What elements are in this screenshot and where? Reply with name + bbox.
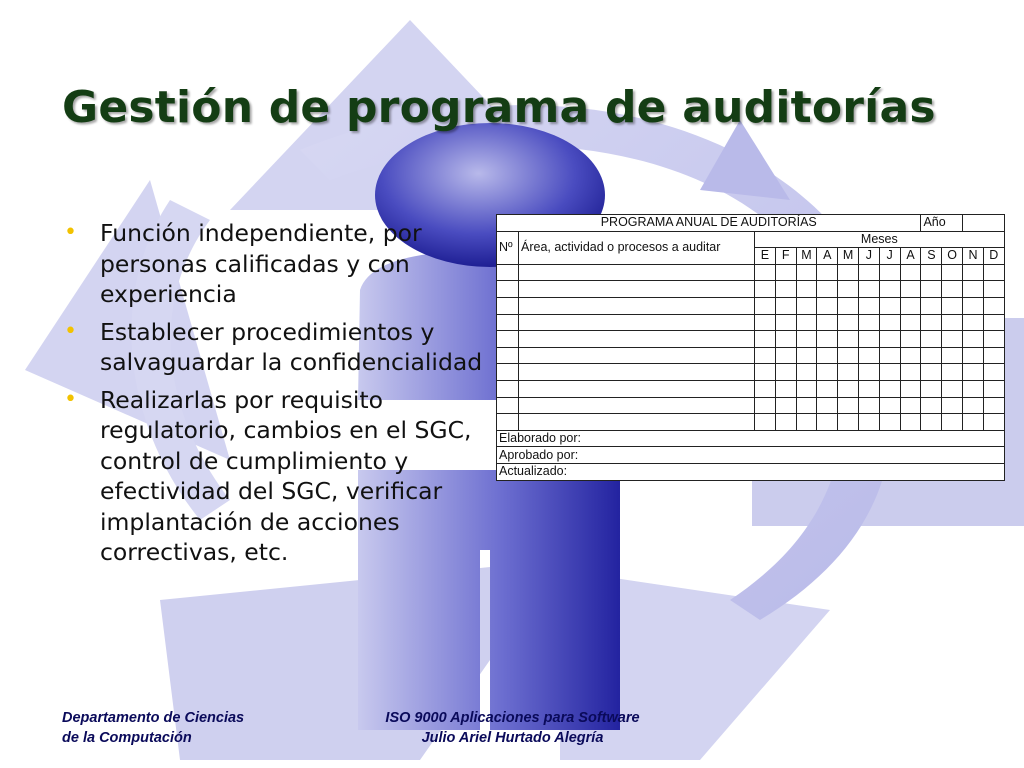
col-number: Nº: [497, 231, 519, 264]
col-area: Área, actividad o procesos a auditar: [519, 231, 755, 264]
table-cell: [775, 264, 796, 281]
table-cell: [755, 264, 776, 281]
table-cell: [900, 331, 921, 348]
table-cell: [879, 297, 900, 314]
table-cell: [817, 297, 838, 314]
table-cell: [519, 297, 755, 314]
year-value: [963, 215, 1005, 232]
footer-left-line1: Departamento de Ciencias: [62, 710, 245, 726]
footer-center-line1: ISO 9000 Aplicaciones para Software: [385, 710, 640, 726]
table-cell: [879, 414, 900, 431]
table-cell: [983, 414, 1004, 431]
table-cell: [858, 314, 879, 331]
table-cell: [900, 380, 921, 397]
table-cell: [983, 314, 1004, 331]
table-cell: [838, 380, 859, 397]
table-cell: [796, 380, 817, 397]
table-cell: [497, 331, 519, 348]
table-cell: [497, 314, 519, 331]
month-header: E: [755, 248, 776, 265]
signature-row: [497, 447, 1005, 464]
table-cell: [921, 414, 942, 431]
table-cell: [497, 281, 519, 298]
month-header: O: [942, 248, 963, 265]
table-cell: [775, 414, 796, 431]
month-header: A: [817, 248, 838, 265]
table-cell: [983, 281, 1004, 298]
table-cell: [983, 364, 1004, 381]
table-cell: [879, 397, 900, 414]
table-cell: [838, 264, 859, 281]
table-cell: [817, 414, 838, 431]
table-cell: [817, 264, 838, 281]
table-cell: [921, 297, 942, 314]
table-cell: [838, 297, 859, 314]
table-cell: [817, 397, 838, 414]
footer-course: [360, 708, 665, 748]
table-cell: [755, 297, 776, 314]
bullet-list: [62, 218, 492, 575]
table-cell: [900, 264, 921, 281]
table-cell: [921, 347, 942, 364]
table-cell: [942, 380, 963, 397]
table-cell: [858, 297, 879, 314]
month-header: A: [900, 248, 921, 265]
table-cell: [796, 364, 817, 381]
table-cell: [900, 297, 921, 314]
table-cell: [879, 347, 900, 364]
bullet-item: [62, 385, 492, 568]
table-cell: [879, 364, 900, 381]
bullet-icon: •: [64, 318, 77, 344]
bullet-icon: •: [64, 220, 77, 245]
table-row: [497, 397, 1005, 414]
table-cell: [755, 364, 776, 381]
month-header: M: [838, 248, 859, 265]
table-cell: [796, 297, 817, 314]
approved-by-label: Aprobado por:: [497, 447, 1005, 464]
table-cell: [983, 264, 1004, 281]
month-header: J: [879, 248, 900, 265]
table-cell: [900, 397, 921, 414]
table-cell: [963, 347, 984, 364]
table-title-row: [497, 215, 1005, 232]
table-cell: [838, 314, 859, 331]
table-cell: [900, 281, 921, 298]
table-cell: [858, 264, 879, 281]
col-months: Meses: [755, 231, 1005, 248]
month-header: M: [796, 248, 817, 265]
table-cell: [775, 380, 796, 397]
table-cell: [796, 347, 817, 364]
table-title: PROGRAMA ANUAL DE AUDITORÍAS: [497, 215, 921, 232]
table-row: [497, 331, 1005, 348]
table-row: [497, 364, 1005, 381]
signature-row: [497, 430, 1005, 447]
table-header-row: [497, 231, 1005, 248]
table-cell: [879, 281, 900, 298]
table-cell: [755, 331, 776, 348]
footer-center-line2: Julio Ariel Hurtado Alegría: [421, 730, 604, 746]
table-cell: [983, 331, 1004, 348]
table-cell: [497, 364, 519, 381]
table-cell: [519, 347, 755, 364]
table-cell: [796, 397, 817, 414]
table-cell: [942, 414, 963, 431]
table-cell: [796, 264, 817, 281]
month-header: N: [963, 248, 984, 265]
month-header: S: [921, 248, 942, 265]
table-cell: [497, 264, 519, 281]
table-cell: [519, 364, 755, 381]
table-cell: [755, 347, 776, 364]
footer-left-line2: de la Computación: [62, 730, 192, 746]
table-cell: [900, 414, 921, 431]
table-cell: [519, 264, 755, 281]
table-row: [497, 347, 1005, 364]
table-cell: [817, 331, 838, 348]
table-cell: [775, 347, 796, 364]
table-row: [497, 414, 1005, 431]
table-cell: [858, 380, 879, 397]
table-cell: [519, 281, 755, 298]
table-cell: [775, 281, 796, 298]
table-cell: [942, 281, 963, 298]
table-cell: [963, 397, 984, 414]
table-cell: [963, 264, 984, 281]
table-cell: [519, 314, 755, 331]
month-header: F: [775, 248, 796, 265]
table-cell: [942, 314, 963, 331]
prepared-by-label: Elaborado por:: [497, 430, 1005, 447]
bullet-text: Establecer procedimientos y salvaguardar la confidencialidad: [100, 317, 483, 376]
table-row: [497, 297, 1005, 314]
year-label: Año: [921, 215, 963, 232]
table-cell: [838, 281, 859, 298]
table-cell: [942, 347, 963, 364]
table-cell: [838, 364, 859, 381]
table-cell: [879, 264, 900, 281]
table-cell: [983, 347, 1004, 364]
table-cell: [838, 397, 859, 414]
table-cell: [755, 281, 776, 298]
table-cell: [519, 414, 755, 431]
table-cell: [879, 331, 900, 348]
table-cell: [921, 380, 942, 397]
bullet-text: Función independiente, por personas calificadas y con experiencia: [100, 219, 422, 308]
table-cell: [838, 414, 859, 431]
table-cell: [775, 364, 796, 381]
month-header: D: [983, 248, 1004, 265]
bullet-icon: •: [64, 386, 77, 412]
updated-label: Actualizado:: [497, 463, 1005, 480]
table-cell: [796, 414, 817, 431]
table-cell: [879, 380, 900, 397]
table-cell: [519, 331, 755, 348]
table-cell: [942, 397, 963, 414]
table-cell: [497, 347, 519, 364]
table-cell: [963, 281, 984, 298]
table-cell: [817, 347, 838, 364]
table-cell: [497, 380, 519, 397]
table-cell: [858, 414, 879, 431]
table-cell: [497, 414, 519, 431]
table-cell: [858, 364, 879, 381]
table-cell: [963, 364, 984, 381]
table-cell: [817, 364, 838, 381]
table-cell: [817, 281, 838, 298]
table-row: [497, 264, 1005, 281]
table-cell: [900, 314, 921, 331]
table-cell: [858, 397, 879, 414]
table-cell: [921, 331, 942, 348]
audit-program-table: [496, 214, 1005, 481]
table-cell: [817, 380, 838, 397]
table-cell: [858, 347, 879, 364]
table-cell: [963, 414, 984, 431]
table-cell: [921, 397, 942, 414]
table-cell: [942, 331, 963, 348]
table-cell: [775, 314, 796, 331]
table-cell: [963, 297, 984, 314]
table-cell: [879, 314, 900, 331]
table-cell: [983, 297, 1004, 314]
footer-department: [62, 708, 244, 748]
month-header: J: [858, 248, 879, 265]
table-cell: [921, 364, 942, 381]
signature-row: [497, 463, 1005, 480]
table-cell: [963, 380, 984, 397]
table-cell: [838, 347, 859, 364]
table-cell: [858, 331, 879, 348]
table-cell: [775, 297, 796, 314]
table-cell: [963, 331, 984, 348]
table-cell: [775, 397, 796, 414]
table-cell: [983, 380, 1004, 397]
table-cell: [755, 314, 776, 331]
table-cell: [817, 314, 838, 331]
table-cell: [755, 414, 776, 431]
table-cell: [900, 364, 921, 381]
table-cell: [497, 397, 519, 414]
bullet-item: [62, 317, 492, 378]
table-cell: [942, 364, 963, 381]
bullet-text: Realizarlas por requisito regulatorio, cambios en el SGC, control de cumplimiento y efectividad del SGC, verificar implantación de acciones correctivas, etc.: [100, 385, 472, 566]
table-cell: [921, 264, 942, 281]
table-cell: [900, 347, 921, 364]
table-cell: [519, 397, 755, 414]
table-cell: [858, 281, 879, 298]
table-cell: [942, 297, 963, 314]
table-cell: [838, 331, 859, 348]
table-cell: [519, 380, 755, 397]
table-cell: [963, 314, 984, 331]
table-row: [497, 380, 1005, 397]
table-cell: [755, 397, 776, 414]
table-row: [497, 281, 1005, 298]
table-cell: [796, 331, 817, 348]
table-row: [497, 314, 1005, 331]
table-cell: [921, 281, 942, 298]
table-cell: [497, 297, 519, 314]
table-cell: [921, 314, 942, 331]
table-cell: [796, 314, 817, 331]
table-cell: [796, 281, 817, 298]
table-cell: [942, 264, 963, 281]
page-title: Gestión de programa de auditorías: [62, 82, 936, 133]
table-cell: [775, 331, 796, 348]
table-cell: [983, 397, 1004, 414]
bullet-item: [62, 218, 492, 310]
table-cell: [755, 380, 776, 397]
